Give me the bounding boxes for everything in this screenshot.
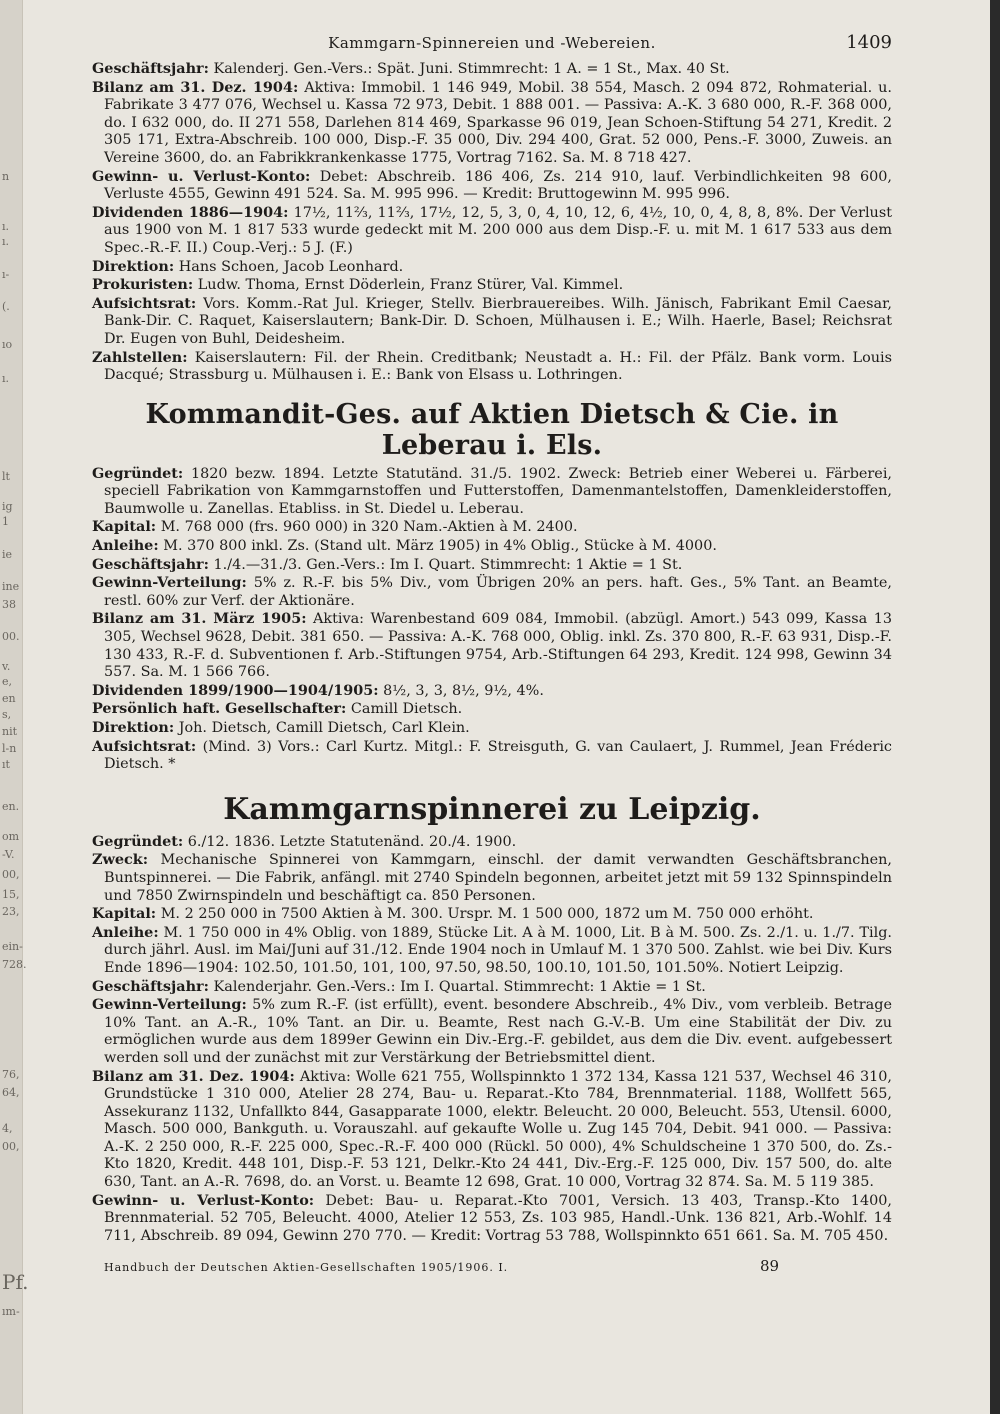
margin-fragment: l-n bbox=[2, 742, 17, 755]
margin-fragment: en. bbox=[2, 800, 20, 813]
field-label: Geschäftsjahr: bbox=[92, 60, 209, 77]
field-text: M. 768 000 (frs. 960 000) in 320 Nam.-Aktien à M. 2400. bbox=[156, 519, 578, 536]
field-text: Joh. Dietsch, Camill Dietsch, Carl Klein. bbox=[174, 720, 470, 736]
field-text: Vors. Komm.-Rat Jul. Krieger, Stellv. Bierbrauereibes. Wilh. Jänisch, Fabrikant Emil Caesar, Bank-Dir. C. Raquet, Kaiserslautern; Bank-Dir. D. Schoen, Mülhausen i. E.; Wilh. Haerle, Basel; Reichsrat Dr. Eugen von Buhl, Deidesheim. bbox=[104, 295, 892, 347]
margin-fragment: ı. bbox=[2, 372, 10, 385]
field-label: Bilanz am 31. Dez. 1904: bbox=[92, 1067, 295, 1085]
entry-paragraph bbox=[92, 682, 892, 701]
field-text: 5% z. R.-F. bis 5% Div., vom Übrigen 20% an pers. haft. Ges., 5% Tant. an Beamte, restl. 60% zur Verf. der Aktionäre. bbox=[104, 575, 892, 609]
field-text: 8½, 3, 3, 8½, 9½, 4%. bbox=[378, 682, 544, 699]
field-text: M. 370 800 inkl. Zs. (Stand ult. März 1905) in 4% Oblig., Stücke à M. 4000. bbox=[158, 538, 717, 555]
running-header bbox=[92, 30, 892, 60]
entry-paragraph bbox=[92, 610, 892, 681]
field-label: Bilanz am 31. Dez. 1904: bbox=[92, 78, 299, 96]
company-entry bbox=[92, 833, 892, 1246]
margin-fragment: om bbox=[2, 830, 20, 843]
entry-paragraph bbox=[92, 851, 892, 905]
margin-fragment: ım- bbox=[2, 1305, 20, 1318]
field-label: Gewinn- u. Verlust-Konto: bbox=[92, 1191, 315, 1209]
field-text: Aktiva: Wolle 621 755, Wollspinnkto 1 372 134, Kassa 121 537, Wechsel 46 310, Grundstücke 1 310 000, Atelier 28 274, Bau- u. Reparat.-Kto 784, Brennmaterial. 1188, Wollfett 565, Assekuranz 1132, Unfallkto 844, Gasapparate 1000, elektr. Beleucht. 20 000, Beleucht. 553, Utensil. 6000, Masch. 500 000, Bankguth. u. Vorauszahl. auf gekaufte Wolle u. Zug 145 704, Debit. 941 000. — Passiva: A.-K. 2 250 000, R.-F. 225 000, Spec.-R.-F. 400 000 (Rückl. 50 000), 4% Schuldscheine 1 370 500, do. Zs.-Kto 1820, Kredit. 448 101, Disp.-F. 53 121, Delkr.-Kto 24 441, Div.-Erg.-F. 125 000, Div. 157 500, do. alte 630, Tant. an A.-R. 7698, do. an Vorst. u. Beamte 12 698, Grat. 10 000, Vortrag 32 874. Sa. M. 5 119 385. bbox=[104, 1068, 893, 1191]
field-label: Gegründet: bbox=[92, 464, 184, 482]
margin-fragment: en bbox=[2, 692, 16, 705]
margin-fragment: nit bbox=[2, 725, 18, 738]
margin-fragment: ie bbox=[2, 548, 13, 561]
company-entry bbox=[92, 465, 892, 774]
company-entry bbox=[92, 60, 892, 385]
scanned-right-edge bbox=[990, 0, 1000, 1414]
margin-fragment: lt bbox=[2, 470, 10, 483]
entry-paragraph bbox=[92, 168, 892, 204]
field-label: Kapital: bbox=[92, 518, 157, 536]
entry-paragraph bbox=[92, 204, 892, 258]
field-text: (Mind. 3) Vors.: Carl Kurtz. Mitgl.: F. Streisguth, G. van Caulaert, J. Rummel, Jean Fréderic Dietsch. * bbox=[104, 738, 892, 773]
entry-paragraph bbox=[92, 738, 892, 774]
field-label: Persönlich haft. Gesellschafter: bbox=[92, 700, 347, 718]
entry-paragraph bbox=[92, 833, 892, 852]
entry-paragraph bbox=[92, 349, 892, 385]
entry-paragraph bbox=[92, 719, 892, 738]
margin-fragment: 38 bbox=[2, 598, 16, 611]
margin-fragment: 00, bbox=[2, 1140, 20, 1153]
field-text: Debet: Bau- u. Reparat.-Kto 7001, Versich. 13 403, Transp.-Kto 1400, Brennmaterial. 52 705, Beleucht. 4000, Atelier 12 553, Zs. 103 985, Handl.-Unk. 136 821, Arb.-Wohlf. 14 711, Abschreib. 89 094, Gewinn 270 770. — Kredit: Vortrag 53 788, Wollspinnkto 651 661. Sa. M. 705 450. bbox=[104, 1192, 893, 1244]
margin-fragment: ıt bbox=[2, 758, 10, 771]
margin-fragment: ıo bbox=[2, 338, 13, 351]
entry-paragraph bbox=[92, 60, 892, 79]
field-label: Geschäftsjahr: bbox=[92, 977, 209, 995]
field-label: Anleihe: bbox=[92, 537, 159, 555]
entry-paragraph bbox=[92, 1192, 892, 1246]
entry-paragraph bbox=[92, 465, 892, 519]
field-text: Ludw. Thoma, Ernst Döderlein, Franz Stürer, Val. Kimmel. bbox=[193, 277, 624, 294]
signature-number: 89 bbox=[760, 1257, 780, 1276]
field-text: Hans Schoen, Jacob Leonhard. bbox=[174, 258, 404, 275]
margin-fragment: 64, bbox=[2, 1086, 20, 1099]
margin-fragment: v. bbox=[2, 660, 11, 673]
field-text: 17½, 11⅔, 11⅔, 17½, 12, 5, 3, 0, 4, 10, 12, 6, 4½, 10, 0, 4, 8, 8, 8%. Der Verlust aus 1900 von M. 1 817 533 wurde gedeckt mit M. 200 000 aus dem Disp.-F. u. mit M. 1 617 533 aus dem Spec.-R.-F. II.) Coup.-Verj.: 5 J. (F.) bbox=[104, 204, 892, 256]
entry-paragraph bbox=[92, 258, 892, 277]
margin-fragment: ı. bbox=[2, 235, 10, 248]
field-label: Bilanz am 31. März 1905: bbox=[92, 610, 307, 628]
margin-fragment: n bbox=[2, 170, 10, 183]
entry-paragraph bbox=[92, 556, 892, 575]
field-label: Gewinn-Verteilung: bbox=[92, 574, 247, 592]
entry-paragraph bbox=[92, 79, 892, 168]
field-text: 1820 bezw. 1894. Letzte Statutänd. 31./5. 1902. Zweck: Betrieb einer Weberei u. Färberei, speciell Fabrikation von Kammgarnstoffen und Futterstoffen, Damenmantelstoffen, Damenkleiderstoffen, Baumwolle u. Zanellas. Etabliss. in St. Diedel u. Leberau. bbox=[104, 465, 892, 517]
field-text: M. 1 750 000 in 4% Oblig. von 1889, Stücke Lit. A à M. 1000, Lit. B à M. 500. Zs. 2./1. u. 1./7. Tilg. durch jährl. Ausl. im Mai/Juni auf 31./12. Ende 1904 noch in Umlauf M. 1 370 500. Zahlst. wie bei Div. Kurs Ende 1896—1904: 102.50, 101.50, 101, 100, 97.50, 98.50, 100.10, 101.50, 101.50%. Notiert Leipzig. bbox=[104, 924, 892, 976]
margin-fragment: 23, bbox=[2, 905, 20, 918]
entry-paragraph bbox=[92, 924, 892, 978]
field-label: Direktion: bbox=[92, 257, 175, 275]
field-text: Camill Dietsch. bbox=[346, 701, 463, 718]
margin-fragment: ein- bbox=[2, 940, 23, 953]
margin-fragment: -V. bbox=[2, 848, 15, 861]
field-label: Zahlstellen: bbox=[92, 348, 188, 366]
field-text: 1./4.—31./3. Gen.-Vers.: Im I. Quart. Stimmrecht: 1 Aktie = 1 St. bbox=[208, 556, 683, 573]
field-label: Gewinn-Verteilung: bbox=[92, 996, 247, 1014]
margin-fragment: 4, bbox=[2, 1122, 13, 1135]
field-text: Aktiva: Warenbestand 609 084, Immobil. (abzügl. Amort.) 543 099, Kassa 13 305, Wechsel 9628, Debit. 381 650. — Passiva: A.-K. 768 000, Oblig. inkl. Zs. 370 800, R.-F. 63 931, Disp.-F. 130 433, R.-F. d. Subventionen f. Arb.-Stiftungen 9754, Arb.-Stiftungen 64 293, Kredit. 124 998, Gewinn 34 557. Sa. M. 1 566 766. bbox=[104, 611, 893, 681]
entry-paragraph bbox=[92, 537, 892, 556]
field-text: Kalenderj. Gen.-Vers.: Spät. Juni. Stimmrecht: 1 A. = 1 St., Max. 40 St. bbox=[208, 61, 730, 77]
margin-fragment: 15, bbox=[2, 888, 20, 901]
margin-fragment: s, bbox=[2, 708, 12, 721]
field-label: Prokuristen: bbox=[92, 276, 194, 294]
field-text: M. 2 250 000 in 7500 Aktien à M. 300. Urspr. M. 1 500 000, 1872 um M. 750 000 erhöht. bbox=[156, 906, 814, 923]
field-label: Gewinn- u. Verlust-Konto: bbox=[92, 167, 311, 185]
margin-fragment: ig bbox=[2, 500, 13, 513]
margin-fragment: 728. bbox=[2, 958, 27, 971]
field-label: Dividenden 1899/1900—1904/1905: bbox=[92, 681, 379, 699]
field-text: Debet: Abschreib. 186 406, Zs. 214 910, lauf. Verbindlichkeiten 98 600, Verluste 4555, Gewinn 491 524. Sa. M. 995 996. — Kredit: Bruttogewinn M. 995 996. bbox=[104, 168, 892, 203]
field-label: Dividenden 1886—1904: bbox=[92, 203, 289, 221]
margin-fragment: e, bbox=[2, 675, 13, 688]
margin-fragment: 1 bbox=[2, 515, 9, 528]
entry-paragraph bbox=[92, 295, 892, 349]
field-text: Kaiserslautern: Fil. der Rhein. Creditbank; Neustadt a. H.: Fil. der Pfälz. Bank vorm. Louis Dacqué; Strassburg u. Mülhausen i. E.: Bank von Elsass u. Lothringen. bbox=[104, 349, 892, 384]
entry-paragraph bbox=[92, 1068, 892, 1192]
field-label: Kapital: bbox=[92, 905, 157, 923]
field-label: Aufsichtsrat: bbox=[92, 294, 197, 312]
margin-fragment: ı. bbox=[2, 220, 10, 233]
margin-fragment: (. bbox=[2, 300, 10, 313]
margin-fragment: 00. bbox=[2, 630, 20, 643]
field-label: Gegründet: bbox=[92, 832, 184, 850]
company-title: Kammgarnspinnerei zu Leipzig. bbox=[223, 791, 761, 827]
margin-fragment: ı- bbox=[2, 268, 10, 281]
field-label: Direktion: bbox=[92, 719, 175, 736]
field-text: Kalenderjahr. Gen.-Vers.: Im I. Quartal. Stimmrecht: 1 Aktie = 1 St. bbox=[208, 978, 706, 995]
field-label: Geschäftsjahr: bbox=[92, 555, 209, 573]
margin-fragment: ine bbox=[2, 580, 20, 593]
field-label: Aufsichtsrat: bbox=[92, 737, 197, 755]
margin-fragment: Pf. bbox=[2, 1270, 29, 1294]
entry-paragraph bbox=[92, 978, 892, 997]
document-page bbox=[92, 30, 892, 1295]
entry-paragraph bbox=[92, 700, 892, 719]
page-number: 1409 bbox=[846, 32, 892, 53]
field-label: Zweck: bbox=[92, 851, 149, 869]
entry-paragraph bbox=[92, 574, 892, 610]
scanned-left-margin bbox=[0, 0, 29, 1414]
entry-paragraph bbox=[92, 518, 892, 537]
page-footer bbox=[92, 1255, 892, 1295]
field-label: Anleihe: bbox=[92, 923, 159, 941]
company-title: Kommandit-Ges. auf Aktien Dietsch & Cie. in Leberau i. Els. bbox=[145, 398, 839, 461]
margin-fragment: 76, bbox=[2, 1068, 20, 1081]
field-text: Mechanische Spinnerei von Kammgarn, einschl. der damit verwandten Geschäftsbranchen, Buntspinnerei. — Die Fabrik, anfängl. mit 2740 Spindeln begonnen, arbeitet jetzt mit 59 132 Spinnspindeln und 7850 Zwirnspindeln und beschäftigt ca. 850 Personen. bbox=[104, 852, 892, 904]
entry-paragraph bbox=[92, 996, 892, 1067]
entry-paragraph bbox=[92, 905, 892, 924]
field-text: 5% zum R.-F. (ist erfüllt), event. besondere Abschreib., 4% Div., vom verbleib. Betrage 10% Tant. an A.-R., 10% Tant. an Dir. u. Beamte, Rest nach G.-V.-B. Um eine Stabilität der Div. zu ermöglichen wurde aus dem 1899er Gewinn ein Div.-Erg.-F. gebildet, aus dem die Div. event. aufgebessert werden soll und der zunächst mit zur Verstärkung der Betriebsmittel dient. bbox=[104, 997, 892, 1066]
footer-title: Handbuch der Deutschen Aktien-Gesellschaften 1905/1906. I. bbox=[104, 1261, 509, 1275]
entry-paragraph bbox=[92, 276, 892, 295]
margin-fragment: 00, bbox=[2, 868, 20, 881]
field-text: 6./12. 1836. Letzte Statutenänd. 20./4. 1900. bbox=[183, 833, 517, 850]
field-text: Aktiva: Immobil. 1 146 949, Mobil. 38 554, Masch. 2 094 872, Rohmaterial. u. Fabrikate 3 477 076, Wechsel u. Kassa 72 973, Debit. 1 888 001. — Passiva: A.-K. 3 680 000, R.-F. 368 000, do. I 632 000, do. II 271 558, Darlehen 814 469, Sparkasse 96 019, Jean Schoen-Stiftung 54 271, Kredit. 2 305 171, Extra-Abschreib. 100 000, Disp.-F. 35 000, Div. 294 400, Grat. 52 000, Pens.-F. 3000, Zuweis. an Vereine 3600, do. an Fabrikkrankenkasse 1775, Vortrag 7162. Sa. M. 8 718 427. bbox=[104, 79, 892, 166]
running-title: Kammgarn-Spinnereien und -Webereien. bbox=[328, 34, 656, 52]
